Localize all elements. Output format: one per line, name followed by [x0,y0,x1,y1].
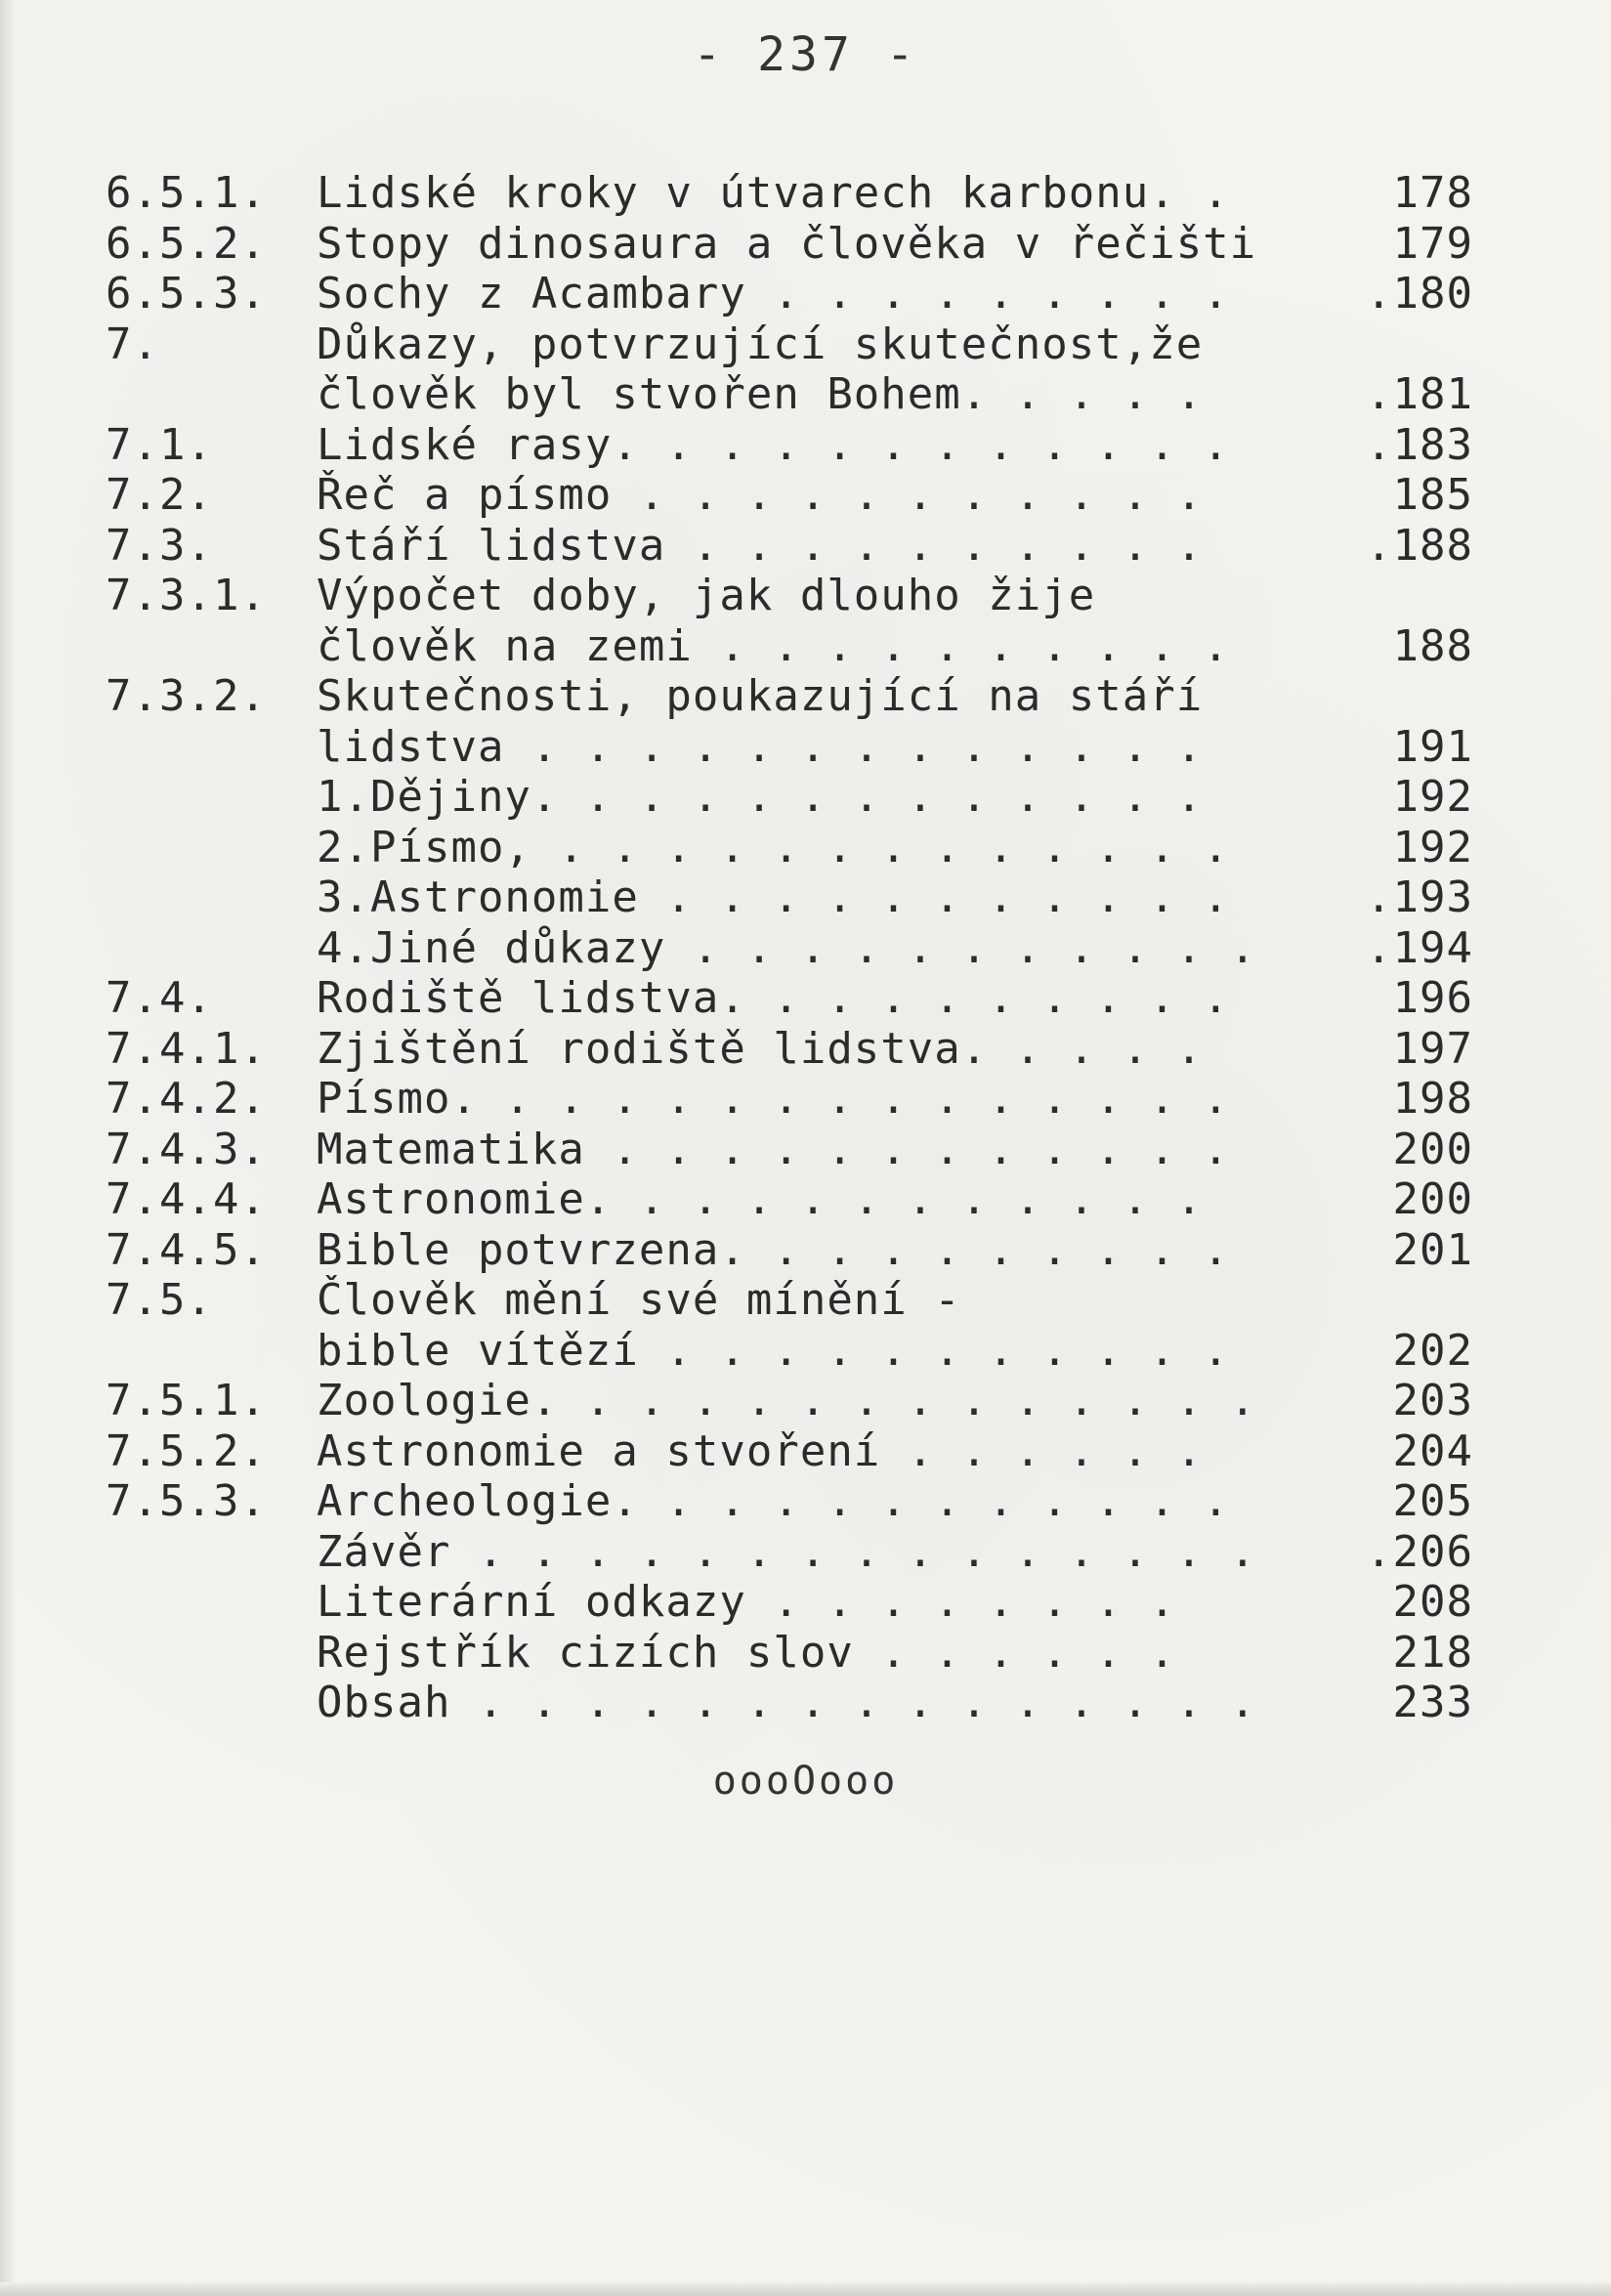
toc-page-number: .183 [1366,419,1473,470]
toc-row [106,1577,1473,1628]
toc-section-number: 7.3. [106,520,213,571]
toc-page-number: 205 [1392,1476,1473,1526]
toc-entry-title: Stáří lidstva . . . . . . . . . . [317,520,1204,571]
page-number: - 237 - [693,27,918,82]
toc-section-number: 7.4.3. [106,1124,267,1174]
toc-section-number: 7.3.2. [106,671,267,721]
toc-section-number: 7.3.1. [106,571,267,620]
toc-row [106,973,1473,1024]
toc-section-number: 6.5.1. [106,168,267,218]
toc-entry-title: Sochy z Acambary . . . . . . . . . [317,269,1230,319]
toc-page-number: 196 [1392,973,1473,1023]
toc-row [106,1326,1473,1377]
toc-row [106,470,1473,521]
toc-entry-title: Rejstřík cizích slov . . . . . . [317,1627,1176,1678]
toc-entry-title: Lidské rasy. . . . . . . . . . . . [317,419,1230,470]
table-of-contents [106,168,1473,1728]
toc-row [106,319,1473,370]
toc-row [106,219,1473,270]
toc-row [106,1376,1473,1426]
toc-page-number: 218 [1392,1627,1473,1678]
toc-entry-title: lidstva . . . . . . . . . . . . . [317,721,1204,772]
toc-section-number: 7.5.3. [106,1476,267,1526]
toc-section-number: 7.4.5. [106,1224,267,1275]
toc-entry-title: 2.Písmo, . . . . . . . . . . . . . [317,822,1230,872]
toc-row [106,1174,1473,1225]
toc-page-number: .181 [1366,369,1473,419]
toc-section-number: 7.5.2. [106,1425,267,1476]
toc-page-number: 197 [1392,1023,1473,1074]
toc-entry-title: člověk na zemi . . . . . . . . . . [317,620,1230,671]
toc-page-number: 202 [1392,1325,1473,1376]
toc-entry-title: Důkazy, potvrzující skutečnost,že [317,319,1204,369]
toc-row [106,1024,1473,1075]
toc-entry-title: Rodiště lidstva. . . . . . . . . . [317,973,1230,1023]
toc-row [106,872,1473,923]
toc-page-number: 200 [1392,1174,1473,1224]
toc-row [106,1628,1473,1679]
toc-entry-title: Závěr . . . . . . . . . . . . . . . [317,1526,1257,1577]
toc-row [106,369,1473,420]
toc-page-number: .188 [1366,520,1473,571]
toc-row [106,1125,1473,1175]
toc-entry-title: Skutečnosti, poukazující na stáří [317,671,1204,721]
toc-entry-title: Archeologie. . . . . . . . . . . . [317,1476,1230,1526]
toc-row [106,772,1473,823]
toc-entry-title: 1.Dějiny. . . . . . . . . . . . . [317,772,1204,822]
toc-entry-title: člověk byl stvořen Bohem. . . . . [317,369,1204,419]
page-bottom-edge [0,2282,1611,2296]
toc-page-number: 185 [1392,470,1473,520]
toc-page-number: .194 [1366,922,1473,973]
toc-entry-title: Astronomie a stvoření . . . . . . [317,1425,1204,1476]
toc-row [106,671,1473,722]
toc-entry-title: Lidské kroky v útvarech karbonu. . [317,168,1230,218]
toc-entry-title: Zoologie. . . . . . . . . . . . . . [317,1376,1257,1425]
toc-entry-title: Obsah . . . . . . . . . . . . . . . [317,1678,1257,1727]
toc-page-number: 198 [1392,1074,1473,1124]
toc-page-number: 188 [1392,620,1473,671]
toc-row [106,1678,1473,1728]
toc-row [106,1527,1473,1578]
toc-page-number: 192 [1392,822,1473,872]
toc-row [106,923,1473,974]
toc-row [106,269,1473,319]
toc-entry-title: 4.Jiné důkazy . . . . . . . . . . . [317,922,1257,973]
toc-entry-title: Matematika . . . . . . . . . . . . [317,1124,1230,1174]
toc-row [106,1275,1473,1326]
toc-page-number: .180 [1366,269,1473,319]
toc-row [106,1426,1473,1477]
toc-section-number: 7.4.2. [106,1074,267,1124]
toc-row [106,1074,1473,1125]
toc-section-number: 7.5.1. [106,1376,267,1425]
toc-entry-title: Řeč a písmo . . . . . . . . . . . [317,470,1204,520]
toc-row [106,621,1473,672]
toc-row [106,521,1473,572]
toc-page-number: 179 [1392,218,1473,269]
toc-page-number: 191 [1392,721,1473,772]
toc-entry-title: Písmo. . . . . . . . . . . . . . . [317,1074,1230,1124]
toc-entry-title: Literární odkazy . . . . . . . . [317,1577,1176,1627]
toc-row [106,1225,1473,1276]
toc-page-number: 178 [1392,168,1473,218]
toc-page-number: .206 [1366,1526,1473,1577]
toc-page-number: 201 [1392,1224,1473,1275]
toc-section-number: 7.4.1. [106,1023,267,1074]
toc-row [106,420,1473,471]
toc-page-number: 192 [1392,772,1473,822]
toc-page-number: 203 [1392,1376,1473,1425]
toc-row [106,722,1473,773]
toc-section-number: 7.4.4. [106,1174,267,1224]
toc-row [106,1476,1473,1527]
toc-page-number: 233 [1392,1678,1473,1727]
end-mark: oooOooo [712,1759,899,1804]
toc-section-number: 7.1. [106,419,213,470]
page-left-edge [0,0,14,2296]
toc-section-number: 7.5. [106,1275,213,1325]
toc-page-number: 204 [1392,1425,1473,1476]
toc-page-number: .193 [1366,872,1473,922]
toc-section-number: 7.2. [106,470,213,520]
toc-section-number: 6.5.2. [106,218,267,269]
toc-row [106,571,1473,621]
toc-entry-title: bible vítězí . . . . . . . . . . . [317,1325,1230,1376]
toc-page-number: 200 [1392,1124,1473,1174]
toc-page-number: 208 [1392,1577,1473,1627]
toc-section-number: 7. [106,319,159,369]
toc-section-number: 7.4. [106,973,213,1023]
toc-entry-title: Stopy dinosaura a člověka v řečišti [317,218,1257,269]
toc-row [106,168,1473,219]
toc-entry-title: Astronomie. . . . . . . . . . . . [317,1174,1204,1224]
toc-row [106,823,1473,873]
toc-entry-title: Bible potvrzena. . . . . . . . . . [317,1224,1230,1275]
toc-entry-title: Zjištění rodiště lidstva. . . . . [317,1023,1204,1074]
toc-entry-title: 3.Astronomie . . . . . . . . . . . [317,872,1230,922]
toc-entry-title: Člověk mění své mínění - [317,1275,961,1325]
toc-entry-title: Výpočet doby, jak dlouho žije [317,571,1096,620]
toc-section-number: 6.5.3. [106,269,267,319]
